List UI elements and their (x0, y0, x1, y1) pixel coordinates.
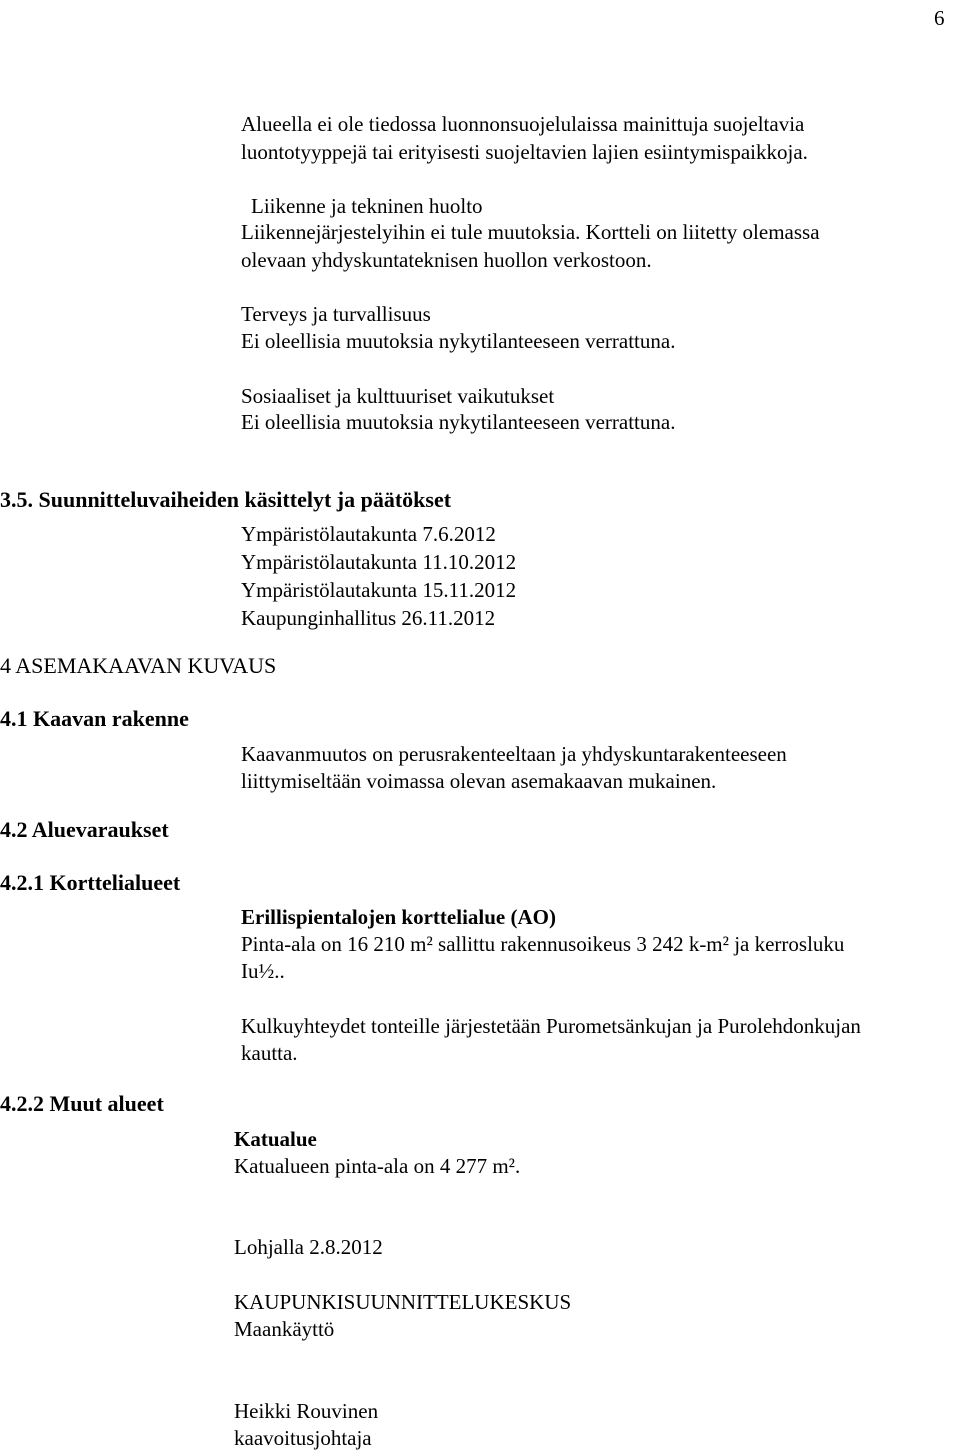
section-4-2-2-heading: 4.2.2 Muut alueet (0, 1091, 164, 1116)
section-4-1-line-2: liittymiseltään voimassa olevan asemakaavan mukainen. (241, 769, 717, 793)
ao-line-3: Kulkuyhteydet tonteille järjestetään Purometsänkujan ja Purolehdonkujan (241, 1014, 861, 1038)
section-4-heading: 4 ASEMAKAAVAN KUVAUS (0, 653, 277, 678)
intro-line-1: Alueella ei ole tiedossa luonnonsuojelulaissa mainittuja suojeltavia (241, 112, 805, 136)
decision-item: Ympäristölautakunta 15.11.2012 (241, 578, 517, 602)
terveys-text: Ei oleellisia muutoksia nykytilanteeseen verrattuna. (241, 329, 676, 353)
place-date: Lohjalla 2.8.2012 (234, 1235, 383, 1259)
terveys-heading: Terveys ja turvallisuus (241, 302, 431, 326)
signer-name: Heikki Rouvinen (234, 1399, 379, 1423)
ao-line-2: Iu½.. (241, 959, 285, 983)
sosiaaliset-heading: Sosiaaliset ja kulttuuriset vaikutukset (241, 384, 555, 408)
liikenne-line-1: Liikennejärjestelyihin ei tule muutoksia. Kortteli on liitetty olemassa (241, 220, 820, 244)
decision-item: Kaupunginhallitus 26.11.2012 (241, 606, 496, 630)
section-4-2-heading: 4.2 Aluevaraukset (0, 817, 169, 842)
liikenne-line-2: olevaan yhdyskuntateknisen huollon verkostoon. (241, 248, 652, 272)
signer-title: kaavoitusjohtaja (234, 1426, 372, 1450)
section-4-2-1-heading: 4.2.1 Korttelialueet (0, 870, 181, 895)
section-4-1-line-1: Kaavanmuutos on perusrakenteeltaan ja yhdyskuntarakenteeseen (241, 742, 787, 766)
sosiaaliset-text: Ei oleellisia muutoksia nykytilanteeseen verrattuna. (241, 410, 676, 434)
page-number: 6 (934, 6, 945, 30)
ao-line-1: Pinta-ala on 16 210 m² sallittu rakennusoikeus 3 242 k-m² ja kerrosluku (241, 932, 845, 956)
katualue-text: Katualueen pinta-ala on 4 277 m². (234, 1154, 521, 1178)
organization: KAUPUNKISUUNNITTELUKESKUS (234, 1290, 572, 1314)
decision-item: Ympäristölautakunta 11.10.2012 (241, 550, 517, 574)
katualue-subheading: Katualue (234, 1127, 317, 1151)
ao-subheading: Erillispientalojen korttelialue (AO) (241, 905, 556, 929)
decision-item: Ympäristölautakunta 7.6.2012 (241, 522, 496, 546)
intro-line-2: luontotyyppejä tai erityisesti suojeltavien lajien esiintymispaikkoja. (241, 140, 808, 164)
department: Maankäyttö (234, 1317, 335, 1341)
section-3-5-heading: 3.5. Suunnitteluvaiheiden käsittelyt ja päätökset (0, 487, 452, 512)
section-4-1-heading: 4.1 Kaavan rakenne (0, 706, 189, 731)
ao-line-4: kautta. (241, 1041, 298, 1065)
liikenne-heading: Liikenne ja tekninen huolto (251, 194, 483, 218)
